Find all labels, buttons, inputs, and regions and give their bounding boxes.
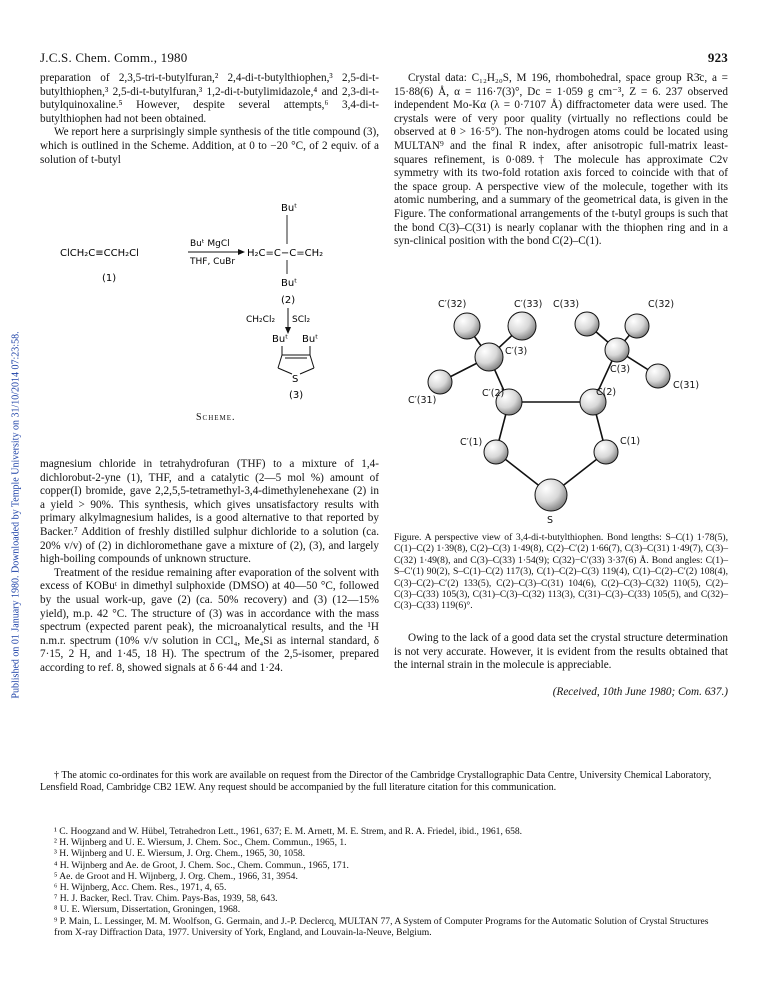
atom-cp1 [484, 440, 508, 464]
footnote: † The atomic co-ordinates for this work are available on request from the Director of the Cambridge Crystallographic Data Centre, University Chemical Laboratory, Lensfield Road, Cambridge CB2 1EW. Any request should be accompanied by the full literature citation for this communication. [40, 770, 712, 793]
atom-c3 [605, 338, 629, 362]
label-c3: C(3) [610, 364, 631, 375]
reference-5: ⁵ Ae. de Groot and H. Wijnberg, J. Org. Chem., 1966, 31, 3954. [54, 870, 298, 882]
thiophen-ring [278, 346, 314, 374]
compound-2-bu-bottom: Buᵗ [281, 278, 298, 289]
left-column-top [40, 72, 379, 167]
label-cp31: C′(31) [408, 395, 437, 406]
atom-s [535, 479, 567, 511]
compound-3-label: (3) [289, 390, 304, 401]
compound-2-label: (2) [281, 295, 296, 306]
references-list [40, 826, 728, 938]
atom-cp3 [475, 343, 503, 371]
compound-3-bu-left: Buᵗ [272, 334, 289, 345]
reference-9: ⁹ P. Main, L. Lessinger, M. M. Woolfson, G. Germain, and J.-P. Declercq, MULTAN 77, A System of Computer Programs for the Automatic Solution of Crystal Structures from X-ray Diffraction Data, 1977. University of York, England, and Louvain-la-Neuve, Belgium. [54, 915, 709, 938]
reference-3: ³ H. Wijnberg and U. E. Wiersum, J. Org. Chem., 1965, 30, 1058. [54, 848, 306, 860]
label-cp3: C′(3) [505, 346, 528, 357]
paragraph-treatment: Treatment of the residue remaining after evaporation of the solvent with excess of KOBuᵗ in dimethyl sulphoxide (DMSO) at 40—50 °C, followed by the usual work-up, gave (2) (ca. 50% recovery) and (3) (12—15% yield), m.p. 42 °C. The structure of (3) was in accordance with the mass spectrum (expected parent peak), the microanalytical results, and the ¹H n.m.r. spectrum (10% v/v solution in CCl₄, Me₄Si as internal standard, δ 7·15, 2 H, and 1·45, 18 H). The spectrum of the 2,5-isomer, prepared according to ref. 8, showed signals at δ 6·44 and 1·24. [40, 566, 379, 674]
figure-caption: Figure. A perspective view of 3,4-di-t-butylthiophen. Bond lengths: S–C(1) 1·78(5), C(1)–C(2) 1·39(8), C(2)–C(3) 1·49(8), C(2)–C′(2) 1·66(7), C(3)–C(31) 1·49(7), C(3)–C(32) 1·49(8), and C(3)–C(33) 1·54(9); C(32)−C′(33) 3·37(6) Å. Bond angles: C(1)–S–C′(1) 90(2), S–C(1)–C(2) 117(3), C(1)–C(2)–C(3) 119(4), C(1)–C(2)–C′(2) 108(4), C(3)–C(2)–C′(2) 133(5), C(2)–C(3)–C(31) 104(6), C(2)–C(3)–C(32) 110(5), C(2)–C(3)–C(33) 105(3), C(31)–C(3)–C(32) 113(3), C(31)–C(3)–C(33) 105(5), and C(32)–C(3)–C(33) 119(6)°. [394, 532, 728, 612]
paragraph-report: We report here a surprisingly simple synthesis of the title compound (3), which is outlined in the Scheme. Addition, at 0 to −20 °C, of 2 equiv. of a solution of t-butyl [40, 126, 379, 166]
reference-8: ⁸ U. E. Wiersum, Dissertation, Groningen, 1968. [54, 904, 241, 916]
compound-1: ClCH₂C≡CCH₂Cl [60, 248, 139, 259]
label-c32: C(32) [648, 299, 675, 310]
label-s: S [547, 515, 554, 526]
reference-6: ⁶ H. Wijnberg, Acc. Chem. Res., 1971, 4, 65. [54, 882, 227, 894]
paragraph-crystal-data: Crystal data: C₁₂H₂₀S, M 196, rhombohedral, space group R3̄c, a = 15·88(6) Å, α = 116·7(3)°, Dc = 1·059 g cm⁻³, Z = 6. 237 observed independent Mo-Kα (λ = 0·7107 Å) diffractometer data were used. The crystals were of very poor quality (virtually no reflections could be observed at θ > 16·5°). The non-hydrogen atoms could be located using MULTAN⁹ and the final R index, after anisotropic full-matrix least-squares refinement, is 0·089.† The molecule has approximate C2v symmetry with its two-fold rotation axis forced to coincide with that of the space group. A perspective view of the molecule, together with its atomic numbering, and a summary of the geometrical data, is given in the Figure. The conformational arrangements of the t-butyl groups is such that the bond C(3)–C(31) is nearly coplanar with the thiophen ring and in a syn-clinical position with the bond C(2)–C(1). [394, 72, 728, 248]
compound-2-bu-top: Buᵗ [281, 203, 298, 214]
label-cp33: C′(33) [514, 299, 543, 310]
reference-4: ⁴ H. Wijnberg and Ae. de Groot, J. Chem. Soc., Chem. Commun., 1965, 171. [54, 859, 349, 871]
left-column-bottom [40, 458, 379, 676]
label-cp32: C′(32) [438, 299, 467, 310]
paragraph-accuracy: Owing to the lack of a good data set the crystal structure determination is not very accurate. However, it is evident from the results obtained that the internal strain in the molecule is appreciable. [394, 632, 728, 672]
label-c1: C(1) [620, 436, 641, 447]
atom-cp31 [428, 370, 452, 394]
label-c2: C(2) [596, 387, 617, 398]
received-date: (Received, 10th June 1980; Com. 637.) [552, 686, 728, 698]
label-c31: C(31) [673, 380, 700, 391]
right-column-top [394, 72, 728, 249]
reaction-scheme [40, 190, 380, 440]
reagent-sulphur-dichloride: SCl₂ [292, 315, 311, 325]
compound-1-label: (1) [102, 273, 117, 284]
scheme-caption: Scheme. [196, 412, 236, 423]
atom-c31 [646, 364, 670, 388]
paragraph-synthesis: magnesium chloride in tetrahydrofuran (THF) to a mixture of 1,4-dichlorobut-2-yne (1), THF, and a catalytic (2—5 mol %) amount of copper(I) bromide, gave 2,2,5,5-tetramethyl-3,4-dimethylenehexane (2) in a yield > 90%. This synthesis, which gives unsatisfactory results with primary alkylmagnesium halides, is a good alternative to that reported by Backer.⁷ Addition of freshly distilled sulphur dichloride to a solution (ca. 20% v/v) of (2) in dichloromethane gave a mixture of (2), (3), and largely high-boiling compounds of unknown structure. [40, 458, 379, 566]
download-notice-text: Published on 01 January 1980. Downloaded by Temple University on 31/10/2014 07:23:58. [10, 331, 22, 699]
label-c33: C(33) [553, 299, 580, 310]
running-header: J.C.S. Chem. Comm., 1980 [40, 50, 188, 65]
reagent-dichloromethane: CH₂Cl₂ [246, 315, 276, 325]
reference-1: ¹ C. Hoogzand and W. Hübel, Tetrahedron Lett., 1961, 637; E. M. Arnett, M. E. Strem, and R. A. Friedel, ibid., 1961, 658. [54, 826, 523, 837]
download-notice-sidebar [10, 210, 22, 820]
atom-c32 [625, 314, 649, 338]
right-column-bottom [394, 632, 728, 673]
reagent-grignard: Buᵗ MgCl [190, 239, 230, 249]
label-cp2: C′(2) [482, 388, 505, 399]
atom-c33 [575, 312, 599, 336]
reagent-solvent: THF, CuBr [190, 257, 236, 267]
atom-c1 [594, 440, 618, 464]
reference-2: ² H. Wijnberg and U. E. Wiersum, J. Chem. Soc., Chem. Commun., 1965, 1. [54, 837, 347, 849]
atom-cp33 [508, 312, 536, 340]
page-number: 923 [707, 50, 728, 65]
paragraph-intro: preparation of 2,3,5-tri-t-butylfuran,² 2,4-di-t-butylthiophen,³ 2,5-di-t-butylthiophen,³ 2,5-di-t-butylfuran,³ 1,2-di-t-butylimidazole,⁴ and 2,3-di-t-butylquinoxaline.⁵ However, despite several attempts,⁶ 3,4-di-t-butylthiophen had not been obtained. [40, 72, 379, 125]
atom-cp32 [454, 313, 480, 339]
compound-3-sulphur: S [292, 374, 299, 385]
label-cp1: C′(1) [460, 437, 483, 448]
reference-7: ⁷ H. J. Backer, Recl. Trav. Chim. Pays-Bas, 1939, 58, 643. [54, 893, 278, 905]
compound-2: H₂C=C−C=CH₂ [247, 248, 324, 259]
compound-3-bu-right: Buᵗ [302, 334, 319, 345]
crystal-structure-figure [394, 292, 728, 526]
